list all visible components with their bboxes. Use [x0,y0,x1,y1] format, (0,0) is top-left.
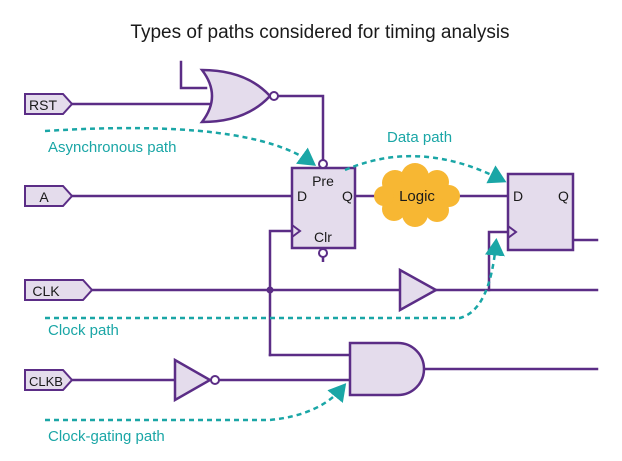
inverter-gate [175,360,219,400]
ff1-q-label: Q [342,188,353,204]
inverter-bubble [211,376,219,384]
clk-to-ff2-wire [489,232,508,290]
rst-label: RST [29,97,57,113]
and-gate [350,343,424,395]
clock-buffer [400,270,436,310]
input-port-clkb [25,370,72,390]
logic-label: Logic [399,188,435,205]
ff2-d-label: D [513,188,524,204]
nor-to-pre-wire [278,96,323,160]
nor-gate [202,70,278,122]
junction-dot [267,287,274,294]
clk-to-ff1-wire [270,231,292,355]
logic-cloud [374,163,460,227]
async-path-label: Asynchronous path [48,139,177,156]
data-path-label: Data path [387,129,453,146]
pre-bubble [319,160,327,168]
nor-bubble [270,92,278,100]
ff1-d-label: D [297,188,308,204]
clock-gating-path-arrow [45,387,343,420]
clkb-label: CLKB [29,374,63,389]
clk-label: CLK [32,283,60,299]
flip-flop-1 [292,160,355,257]
input-port-clk [25,280,92,300]
diagram-title: Types of paths considered for timing analysis [130,22,510,43]
a-label: A [39,189,49,205]
ff1-pre-label: Pre [312,173,334,189]
ff1-clr-label: Clr [314,229,332,245]
flip-flop-2 [508,174,573,250]
clr-bubble [319,249,327,257]
nor-input-wire-top [181,62,206,88]
clock-path-label: Clock path [48,322,119,339]
ff2-q-label: Q [558,188,569,204]
input-port-rst [25,94,72,114]
input-port-a [25,186,72,206]
clock-gating-path-label: Clock-gating path [48,428,165,445]
